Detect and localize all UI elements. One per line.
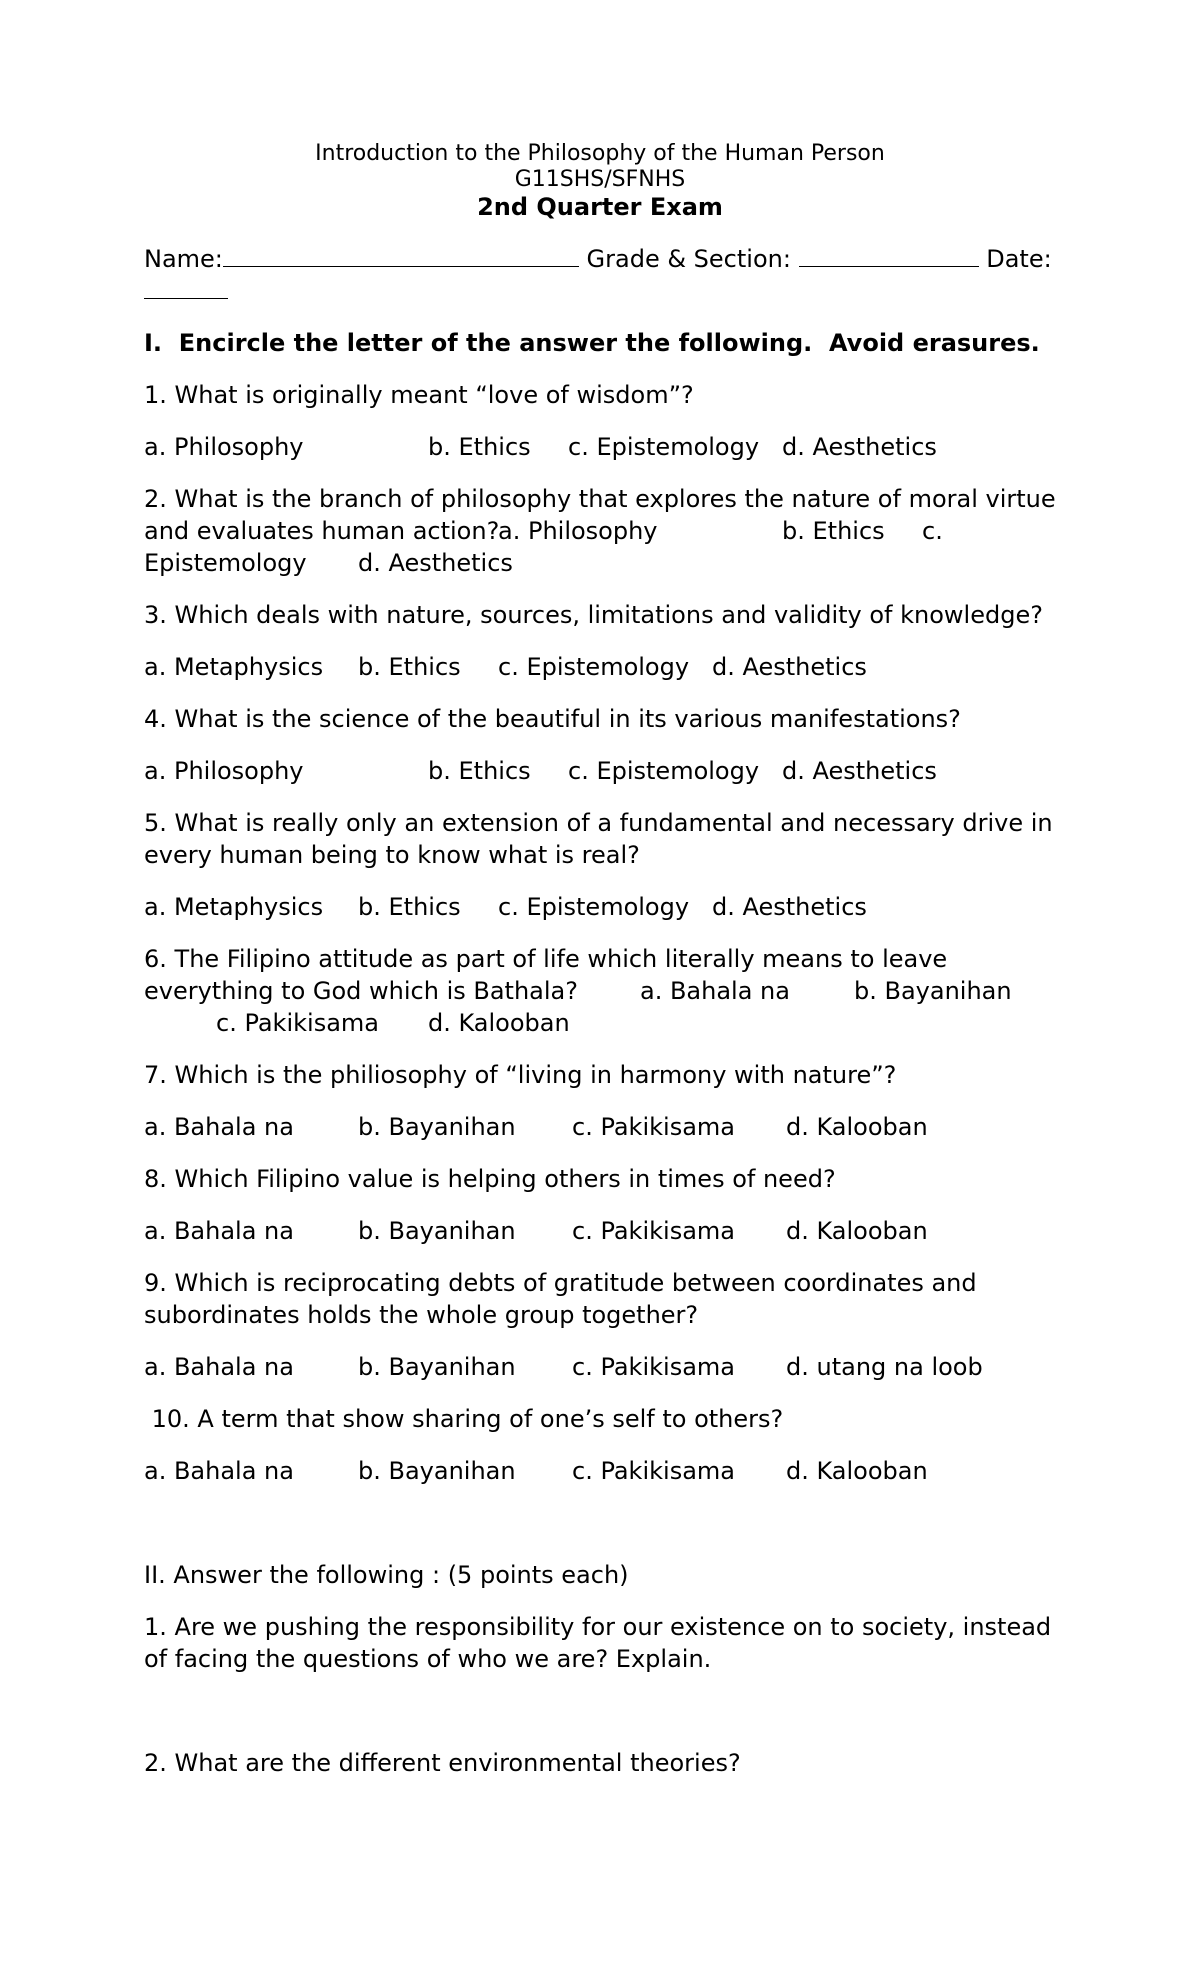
date-label: Date: [986, 245, 1052, 273]
grade-section-label: Grade & Section: [586, 245, 791, 273]
question-2: 2. What is the branch of philosophy that explores the nature of moral virtue [144, 485, 1056, 513]
option-d[interactable]: d. utang na loob [786, 1353, 983, 1381]
question-5: 5. What is really only an extension of a fundamental and necessary drive in [144, 809, 1053, 837]
school-code: G11SHS/SFNHS [514, 167, 686, 192]
option-a[interactable]: a. Metaphysics [144, 653, 324, 681]
option-d[interactable]: d. Aesthetics [782, 757, 937, 785]
option-c[interactable]: c. [922, 517, 943, 545]
question-1: 1. What is originally meant “love of wisdom”? [144, 381, 694, 409]
option-c-cont[interactable]: Epistemology [144, 549, 307, 577]
option-d[interactable]: d. Aesthetics [712, 893, 867, 921]
question-3: 3. Which deals with nature, sources, limitations and validity of knowledge? [144, 601, 1043, 629]
option-b[interactable]: b. Bayanihan [358, 1113, 516, 1141]
part2-question-1: 1. Are we pushing the responsibility for our existence on to society, instead [144, 1613, 1052, 1641]
option-b[interactable]: b. Bayanihan [358, 1457, 516, 1485]
question-8: 8. Which Filipino value is helping others in times of need? [144, 1165, 836, 1193]
option-a[interactable]: a. Bahala na [640, 977, 790, 1005]
part1-instruction: I. Encircle the letter of the answer the following. Avoid erasures. [144, 329, 1040, 357]
option-a[interactable]: a. Metaphysics [144, 893, 324, 921]
part2-instruction: II. Answer the following : (5 points each) [144, 1561, 629, 1589]
option-d[interactable]: d. Aesthetics [358, 549, 513, 577]
option-c[interactable]: c. Pakikisama [572, 1113, 735, 1141]
option-c[interactable]: c. Pakikisama [216, 1009, 379, 1037]
option-a[interactable]: a. Bahala na [144, 1217, 294, 1245]
course-title: Introduction to the Philosophy of the Human Person [315, 141, 885, 166]
question-9-cont: subordinates holds the whole group together? [144, 1301, 699, 1329]
grade-section-blank[interactable] [799, 244, 979, 267]
question-6-text-cont: everything to God which is Bathala? [144, 977, 578, 1005]
part2-question-2: 2. What are the different environmental theories? [144, 1749, 741, 1777]
question-2-text-cont: and evaluates human action? [144, 517, 500, 545]
option-d[interactable]: d. Aesthetics [782, 433, 937, 461]
student-info-row [144, 244, 1052, 274]
option-a[interactable]: a. Bahala na [144, 1353, 294, 1381]
option-b[interactable]: b. Ethics [358, 893, 461, 921]
option-c[interactable]: c. Epistemology [568, 757, 760, 785]
option-a[interactable]: a. Philosophy [498, 517, 658, 545]
question-9: 9. Which is reciprocating debts of gratitude between coordinates and [144, 1269, 977, 1297]
date-row [144, 276, 228, 306]
name-blank[interactable] [223, 244, 579, 267]
option-c[interactable]: c. Pakikisama [572, 1353, 735, 1381]
name-label: Name: [144, 245, 223, 273]
option-a[interactable]: a. Philosophy [144, 433, 304, 461]
question-7: 7. Which is the philiosophy of “living in harmony with nature”? [144, 1061, 897, 1089]
option-d[interactable]: d. Kalooban [786, 1457, 928, 1485]
option-b[interactable]: b. Ethics [782, 517, 885, 545]
option-c[interactable]: c. Pakikisama [572, 1217, 735, 1245]
exam-title: 2nd Quarter Exam [477, 193, 723, 221]
option-a[interactable]: a. Bahala na [144, 1457, 294, 1485]
option-d[interactable]: d. Kalooban [428, 1009, 570, 1037]
option-b[interactable]: b. Bayanihan [358, 1353, 516, 1381]
option-d[interactable]: d. Aesthetics [712, 653, 867, 681]
question-4: 4. What is the science of the beautiful in its various manifestations? [144, 705, 961, 733]
option-c[interactable]: c. Epistemology [498, 893, 690, 921]
option-d[interactable]: d. Kalooban [786, 1113, 928, 1141]
option-b[interactable]: b. Bayanihan [358, 1217, 516, 1245]
option-b[interactable]: b. Bayanihan [854, 977, 1012, 1005]
option-a[interactable]: a. Bahala na [144, 1113, 294, 1141]
option-c[interactable]: c. Epistemology [498, 653, 690, 681]
option-a[interactable]: a. Philosophy [144, 757, 304, 785]
option-b[interactable]: b. Ethics [428, 757, 531, 785]
question-10: 10. A term that show sharing of one’s self to others? [144, 1405, 784, 1433]
option-d[interactable]: d. Kalooban [786, 1217, 928, 1245]
option-b[interactable]: b. Ethics [428, 433, 531, 461]
question-5-cont: every human being to know what is real? [144, 841, 640, 869]
date-blank[interactable] [144, 276, 228, 299]
part2-question-1-cont: of facing the questions of who we are? Explain. [144, 1645, 712, 1673]
option-c[interactable]: c. Epistemology [568, 433, 760, 461]
option-b[interactable]: b. Ethics [358, 653, 461, 681]
option-c[interactable]: c. Pakikisama [572, 1457, 735, 1485]
question-6: 6. The Filipino attitude as part of life which literally means to leave [144, 945, 948, 973]
